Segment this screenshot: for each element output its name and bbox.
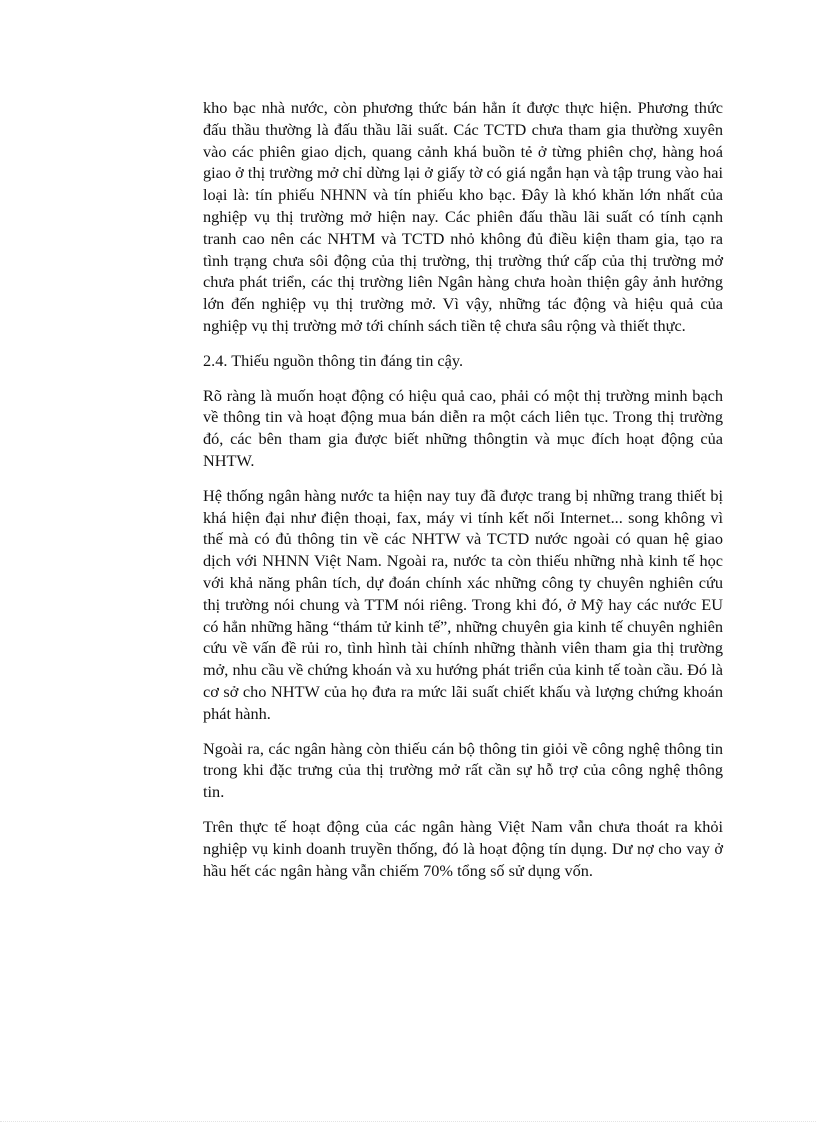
paragraph-market-transparency: Rõ ràng là muốn hoạt động có hiệu quả cao, phải có một thị trường minh bạch về thông tin và hoạt động mua bán diễn ra một cách liên tục. Trong thị trường đó, các bên tham gia được biết những thôngtin và mục đích hoạt động của NHTW. bbox=[203, 385, 723, 470]
paragraph-open-market-issues: kho bạc nhà nước, còn phương thức bán hẳn ít được thực hiện. Phương thức đấu thầu thường là đấu thầu lãi suất. Các TCTD chưa tham gia thường xuyên vào các phiên giao dịch, quang cảnh khá buồn tẻ ở từng phiên chợ, hàng hoá giao ở thị trường mở chỉ dừng lại ở giấy tờ có giá ngắn hạn và tập trung vào hai loại là: tín phiếu NHNN và tín phiếu kho bạc. Đây là khó khăn lớn nhất của nghiệp vụ thị trường mở hiện nay. Các phiên đấu thầu lãi suất có tính cạnh tranh cao nên các NHTM và TCTD nhỏ không đủ điều kiện tham gia, tạo ra tình trạng chưa sôi động của thị trường, thị trường thứ cấp của thị trường mở chưa phát triển, các thị trường liên Ngân hàng chưa hoàn thiện gây ảnh hưởng lớn đến nghiệp vụ thị trường mở. Vì vậy, những tác động và hiệu quả của nghiệp vụ thị trường mở tới chính sách tiền tệ chưa sâu rộng và thiết thực. bbox=[203, 98, 723, 335]
page-bottom-divider bbox=[0, 1121, 816, 1122]
paragraph-traditional-business: Trên thực tế hoạt động của các ngân hàng Việt Nam vẫn chưa thoát ra khỏi nghiệp vụ kinh doanh truyền thống, đó là hoạt động tín dụng. Dư nợ cho vay ở hầu hết các ngân hàng vẫn chiếm 70% tổng số sử dụng vốn. bbox=[203, 816, 723, 880]
paragraph-it-staff-shortage: Ngoài ra, các ngân hàng còn thiếu cán bộ thông tin giỏi về công nghệ thông tin trong khi đặc trưng của thị trường mở rất cần sự hỗ trợ của công nghệ thông tin. bbox=[203, 738, 723, 802]
document-body bbox=[203, 97, 723, 894]
paragraph-banking-system-information: Hệ thống ngân hàng nước ta hiện nay tuy đã được trang bị những trang thiết bị khá hiện đại như điện thoại, fax, máy vi tính kết nối Internet... song không vì thế mà có đủ thông tin về các NHTW và TCTD nước ngoài có quan hệ giao dịch với NHNN Việt Nam. Ngoài ra, nước ta còn thiếu những nhà kinh tế học với khả năng phân tích, dự đoán chính xác những công ty chuyên nghiên cứu thị trường nói chung và TTM nói riêng. Trong khi đó, ở Mỹ hay các nước EU có hẳn những hãng “thám tử kinh tế”, những chuyên gia kinh tế chuyên nghiên cứu về vấn đề rủi ro, tình hình tài chính những thành viên tham gia thị trường mở, nhu cầu về chứng khoán và xu hướng phát triển của kinh tế toàn cầu. Đó là cơ sở cho NHTW của họ đưa ra mức lãi suất chiết khấu và lượng chứng khoán phát hành. bbox=[203, 485, 723, 723]
section-heading-2-4: 2.4. Thiếu nguồn thông tin đáng tin cậy. bbox=[203, 350, 464, 370]
